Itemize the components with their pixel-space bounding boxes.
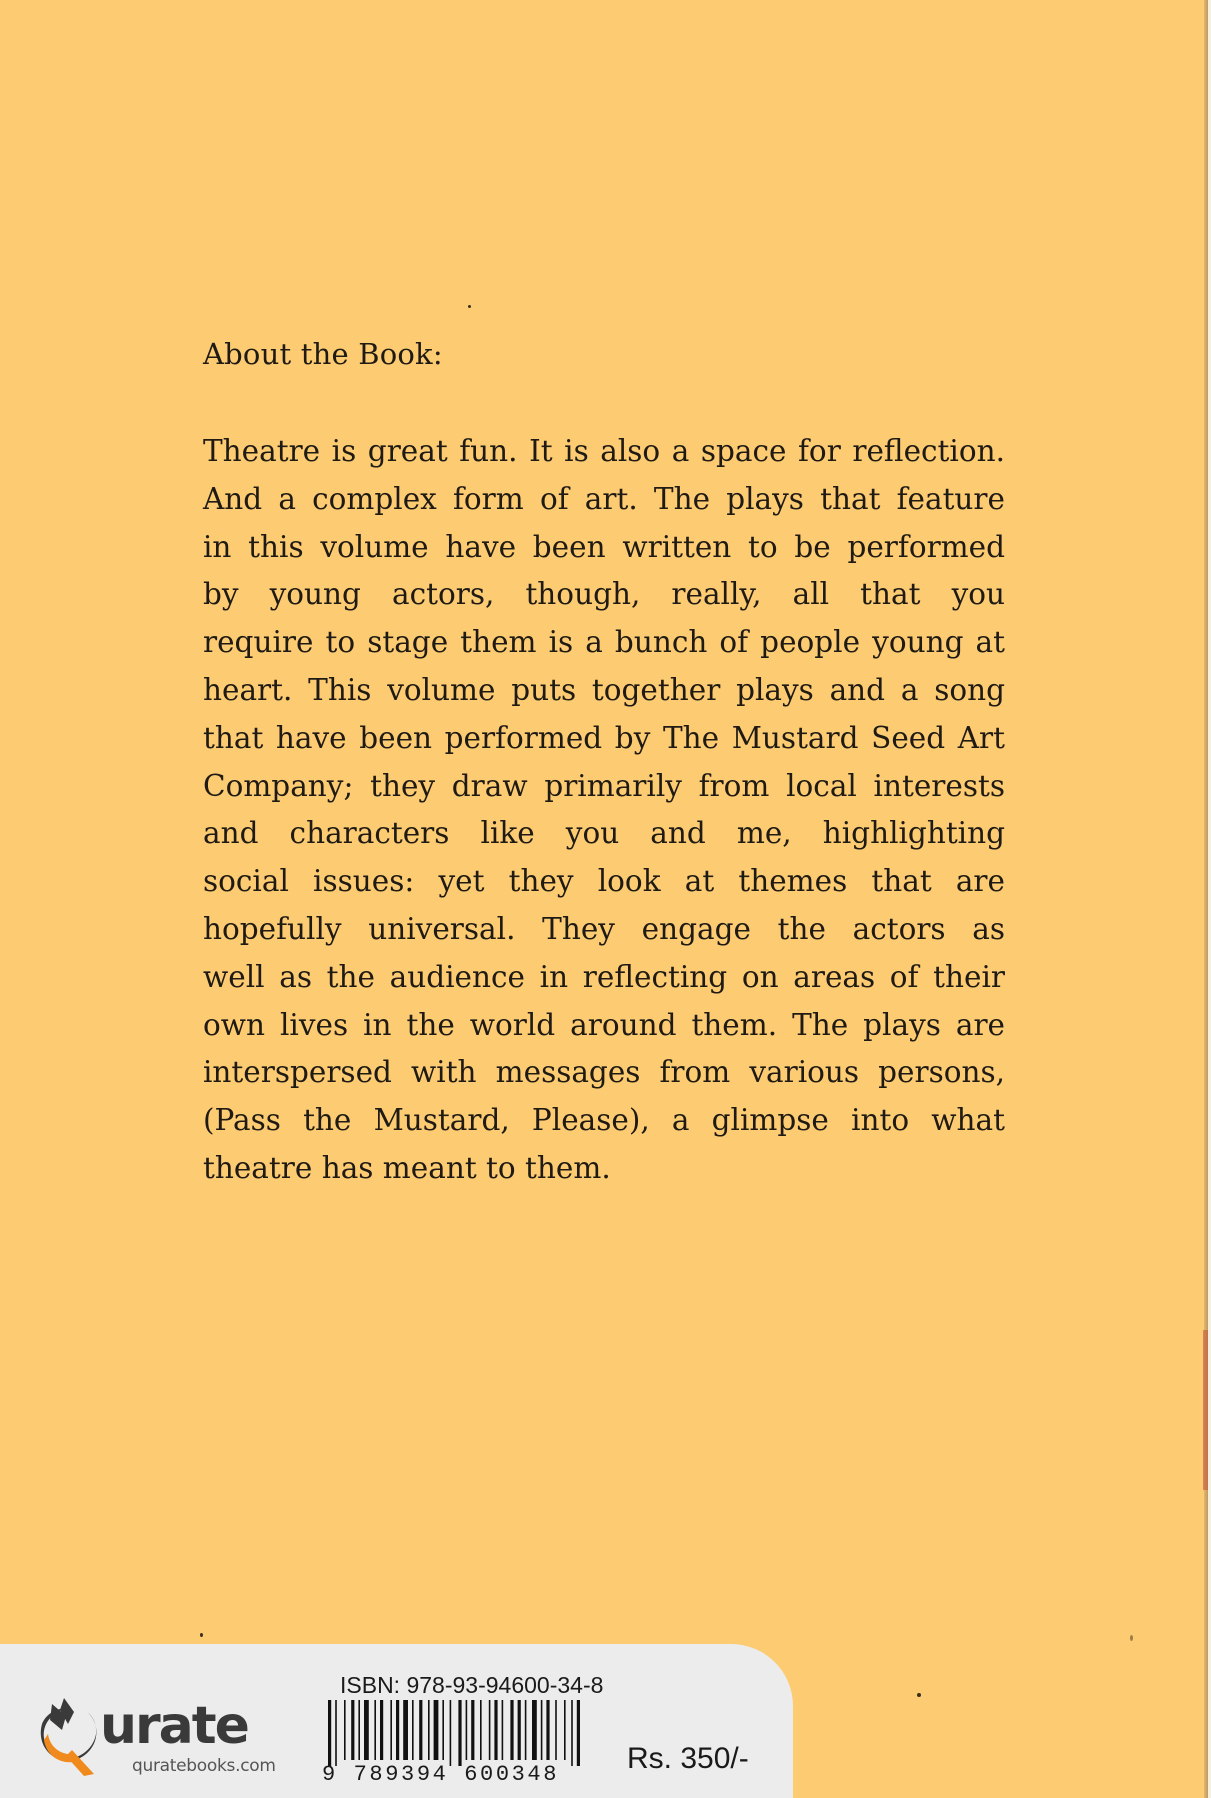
- barcode-bar: [380, 1700, 383, 1760]
- blurb-line: hopefully universal. They engage the actors as: [203, 911, 1005, 946]
- barcode-bar: [480, 1700, 482, 1760]
- publisher-logo: [38, 1694, 288, 1784]
- barcode-bar: [555, 1700, 557, 1760]
- blurb-line: require to stage them is a bunch of people young at: [203, 625, 1005, 660]
- barcode-bar: [532, 1700, 537, 1760]
- barcode-bar: [412, 1700, 414, 1760]
- blurb-line: and characters like you and me, highlighting: [203, 816, 1005, 851]
- barcode-bar: [328, 1700, 331, 1766]
- blurb-line: theatre has meant to them.: [203, 1150, 611, 1185]
- blurb-line: (Pass the Mustard, Please), a glimpse into what: [203, 1103, 1005, 1138]
- barcode-bar: [525, 1700, 527, 1760]
- publisher-panel: [0, 1644, 793, 1798]
- publisher-website: quratebooks.com: [132, 1756, 276, 1776]
- barcode-bar: [489, 1700, 491, 1760]
- barcode-bar: [502, 1700, 504, 1760]
- logo-wordmark: urate: [100, 1696, 248, 1756]
- price-label: Rs. 350/-: [627, 1742, 749, 1775]
- barcode-digits: 9 789394 600348: [322, 1762, 560, 1787]
- barcode-bar: [344, 1700, 346, 1760]
- blurb-line: own lives in the world around them. The plays are: [203, 1007, 1005, 1042]
- blurb-line: interspersed with messages from various persons,: [203, 1055, 1005, 1090]
- about-heading: About the Book:: [203, 337, 443, 371]
- barcode-bar: [390, 1700, 392, 1760]
- blurb-line: by young actors, though, really, all that you: [203, 577, 1005, 612]
- barcode-bar: [396, 1700, 399, 1760]
- barcode-bar: [335, 1700, 337, 1766]
- spine-edge: [1203, 1330, 1208, 1490]
- barcode-bar: [577, 1700, 580, 1766]
- barcode-bar: [494, 1700, 497, 1760]
- isbn-barcode: [326, 1700, 596, 1766]
- barcode-bar: [541, 1700, 543, 1760]
- isbn-label: ISBN: 978-93-94600-34-8: [340, 1672, 604, 1698]
- barcode-bar: [471, 1700, 474, 1760]
- blurb-line: in this volume have been written to be performed: [203, 529, 1005, 564]
- blurb-line: that have been performed by The Mustard Seed Art: [203, 720, 1005, 755]
- barcode-bar: [419, 1700, 422, 1760]
- print-speck: [200, 1633, 203, 1637]
- print-speck: [917, 1693, 921, 1697]
- blurb-line: heart. This volume puts together plays and a song: [203, 672, 1005, 707]
- barcode-bar: [450, 1700, 452, 1766]
- barcode-bar: [403, 1700, 408, 1760]
- barcode-bar: [466, 1700, 468, 1760]
- qurate-logo-icon: [38, 1694, 104, 1778]
- barcode-bar: [546, 1700, 549, 1760]
- cover-edge: [1204, 0, 1208, 1798]
- barcode-bar: [571, 1700, 573, 1766]
- blurb-line: social issues: yet they look at themes that are: [203, 864, 1005, 899]
- print-speck: [1130, 1635, 1133, 1641]
- blurb-line: And a complex form of art. The plays that feature: [203, 481, 1005, 516]
- book-blurb: [203, 428, 1005, 1193]
- barcode-bar: [364, 1700, 369, 1760]
- blurb-line: Company; they draw primarily from local interests: [203, 768, 1005, 803]
- barcode-bar: [442, 1700, 444, 1760]
- blurb-line: Theatre is great fun. It is also a space for reflection.: [203, 434, 1005, 468]
- barcode-bar: [358, 1700, 360, 1760]
- print-speck: [468, 305, 471, 308]
- barcode-bar: [564, 1700, 566, 1760]
- barcode-bar: [374, 1700, 376, 1760]
- barcode-bar: [518, 1700, 521, 1760]
- blurb-line: well as the audience in reflecting on areas of their: [203, 959, 1005, 994]
- barcode-bar: [458, 1700, 461, 1766]
- barcode-bar: [428, 1700, 430, 1760]
- barcode-bar: [351, 1700, 354, 1760]
- barcode-bar: [510, 1700, 513, 1760]
- barcode-bar: [434, 1700, 439, 1760]
